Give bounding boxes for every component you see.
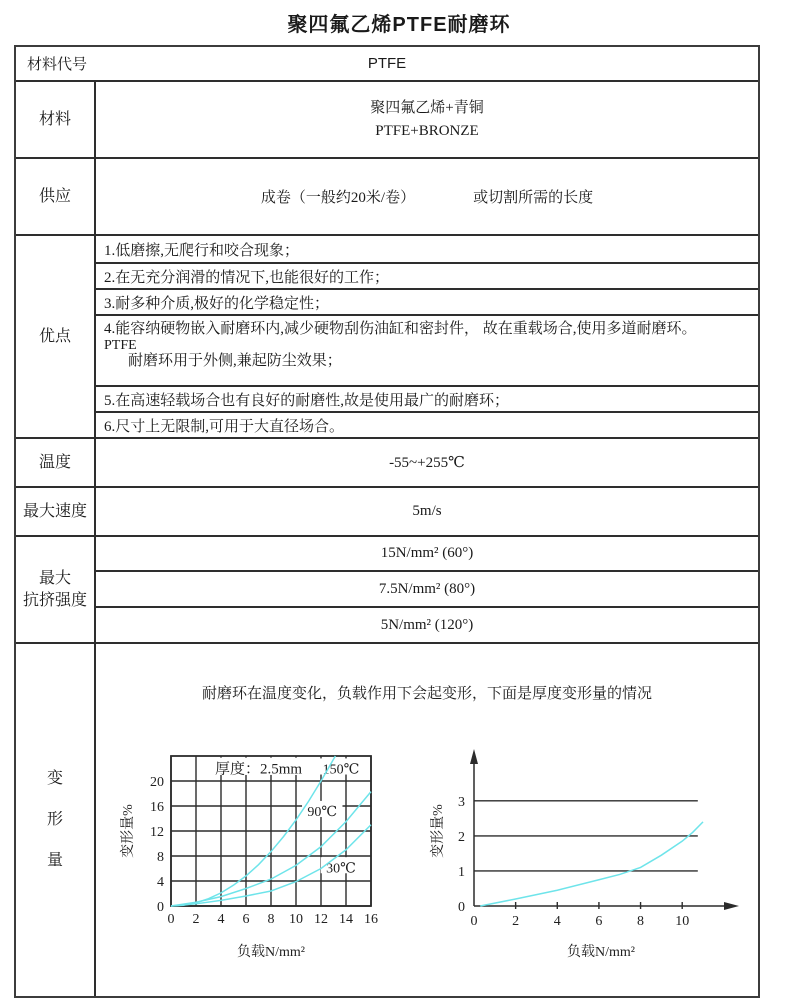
svg-text:30℃: 30℃ <box>326 861 356 877</box>
deformation-label-char2: 形 <box>46 811 63 828</box>
row-max-speed <box>16 486 758 535</box>
max-strength-value-80: 7.5N/mm² (80°) <box>96 570 758 606</box>
svg-text:8: 8 <box>267 912 275 927</box>
material-code-value: PTFE <box>367 55 407 72</box>
svg-text:6: 6 <box>595 914 603 929</box>
svg-text:10: 10 <box>675 914 690 929</box>
max-strength-label-line2: 抗挤强度 <box>22 591 87 609</box>
row-supply <box>16 157 758 234</box>
advantage-item-2: 2.在无充分润滑的情况下,也能很好的工作； <box>96 262 758 288</box>
svg-text:12: 12 <box>314 912 328 927</box>
row-temperature <box>16 437 758 486</box>
svg-text:0: 0 <box>470 914 478 929</box>
deformation-chart-left <box>119 746 429 960</box>
material-value-cn: 聚四氟乙烯+青铜 <box>370 99 484 116</box>
svg-text:变形量%: 变形量% <box>431 804 446 858</box>
advantages-label: 优点 <box>16 236 96 437</box>
svg-text:2: 2 <box>458 829 465 845</box>
svg-text:8: 8 <box>157 850 164 865</box>
advantage-item-4-line1: 4.能容纳硬物嵌入耐磨环内,减少硬物刮伤油缸和密封件， 故在重载场合,使用多道耐磨环。 <box>104 321 697 337</box>
advantage-item-4-line3: 耐磨环用于外侧,兼起防尘效果； <box>128 353 342 369</box>
page-title: 聚四氟乙烯PTFE耐磨环 <box>287 14 511 36</box>
supply-label: 供应 <box>16 159 96 234</box>
svg-text:150℃: 150℃ <box>322 762 360 778</box>
svg-text:14: 14 <box>339 912 353 927</box>
deformation-label-char1: 变 <box>46 770 63 787</box>
supply-value-roll: 成卷（一般约20米/卷） <box>260 190 416 206</box>
max-strength-label <box>16 537 96 642</box>
row-material-code <box>16 47 758 80</box>
svg-text:2: 2 <box>512 914 520 929</box>
svg-text:12: 12 <box>150 825 164 840</box>
row-material <box>16 80 758 157</box>
deformation-label <box>16 644 96 996</box>
material-code-label: 材料代号 <box>27 56 88 73</box>
svg-text:90℃: 90℃ <box>307 805 338 820</box>
max-strength-label-line1: 最大 <box>38 569 71 587</box>
svg-text:4: 4 <box>553 914 561 929</box>
advantage-item-3: 3.耐多种介质,极好的化学稳定性； <box>96 288 758 314</box>
row-deformation <box>16 642 758 996</box>
row-max-strength <box>16 535 758 642</box>
svg-text:0: 0 <box>167 912 175 927</box>
material-label: 材料 <box>16 82 96 157</box>
spec-table <box>14 45 760 998</box>
svg-text:变形量%: 变形量% <box>121 804 136 858</box>
svg-text:1: 1 <box>458 864 465 880</box>
deformation-label-char3: 量 <box>46 852 63 869</box>
svg-text:0: 0 <box>458 900 465 915</box>
max-strength-value-120: 5N/mm² (120°) <box>96 606 758 642</box>
row-advantages <box>16 234 758 437</box>
temperature-value: -55~+255℃ <box>389 455 465 471</box>
max-speed-label: 最大速度 <box>16 488 96 535</box>
advantage-item-6: 6.尺寸上无限制,可用于大直径场合。 <box>96 411 758 437</box>
svg-text:4: 4 <box>157 875 164 890</box>
advantage-item-5: 5.在高速轻载场合也有良好的耐磨性,故是使用最广的耐磨环； <box>96 385 758 411</box>
supply-value-cut: 或切割所需的长度 <box>473 190 594 206</box>
svg-text:厚度：2.5mm: 厚度：2.5mm <box>214 761 303 778</box>
svg-text:10: 10 <box>289 912 303 927</box>
deformation-chart-right <box>429 746 759 960</box>
svg-text:负载N/mm²: 负载N/mm² <box>237 945 305 960</box>
max-strength-value-60: 15N/mm² (60°) <box>380 545 474 561</box>
max-speed-value: 5m/s <box>412 503 442 519</box>
svg-text:20: 20 <box>150 775 164 790</box>
svg-text:8: 8 <box>637 914 645 929</box>
advantage-item-1: 1.低磨擦,无爬行和咬合现象； <box>104 242 300 259</box>
svg-text:16: 16 <box>150 800 164 815</box>
deformation-note: 耐磨环在温度变化，负载作用下会起变形，下面是厚度变形量的情况 <box>201 686 652 702</box>
svg-text:6: 6 <box>242 912 250 927</box>
advantage-item-4-line2: PTFE <box>104 338 137 353</box>
svg-text:2: 2 <box>192 912 200 927</box>
advantage-item-4 <box>96 314 758 385</box>
svg-text:负载N/mm²: 负载N/mm² <box>567 945 635 960</box>
svg-text:3: 3 <box>458 794 465 810</box>
svg-text:16: 16 <box>364 912 378 927</box>
svg-text:0: 0 <box>157 900 164 915</box>
material-value-en: PTFE+BRONZE <box>375 122 479 139</box>
temperature-label: 温度 <box>16 439 96 486</box>
svg-text:4: 4 <box>217 912 225 927</box>
